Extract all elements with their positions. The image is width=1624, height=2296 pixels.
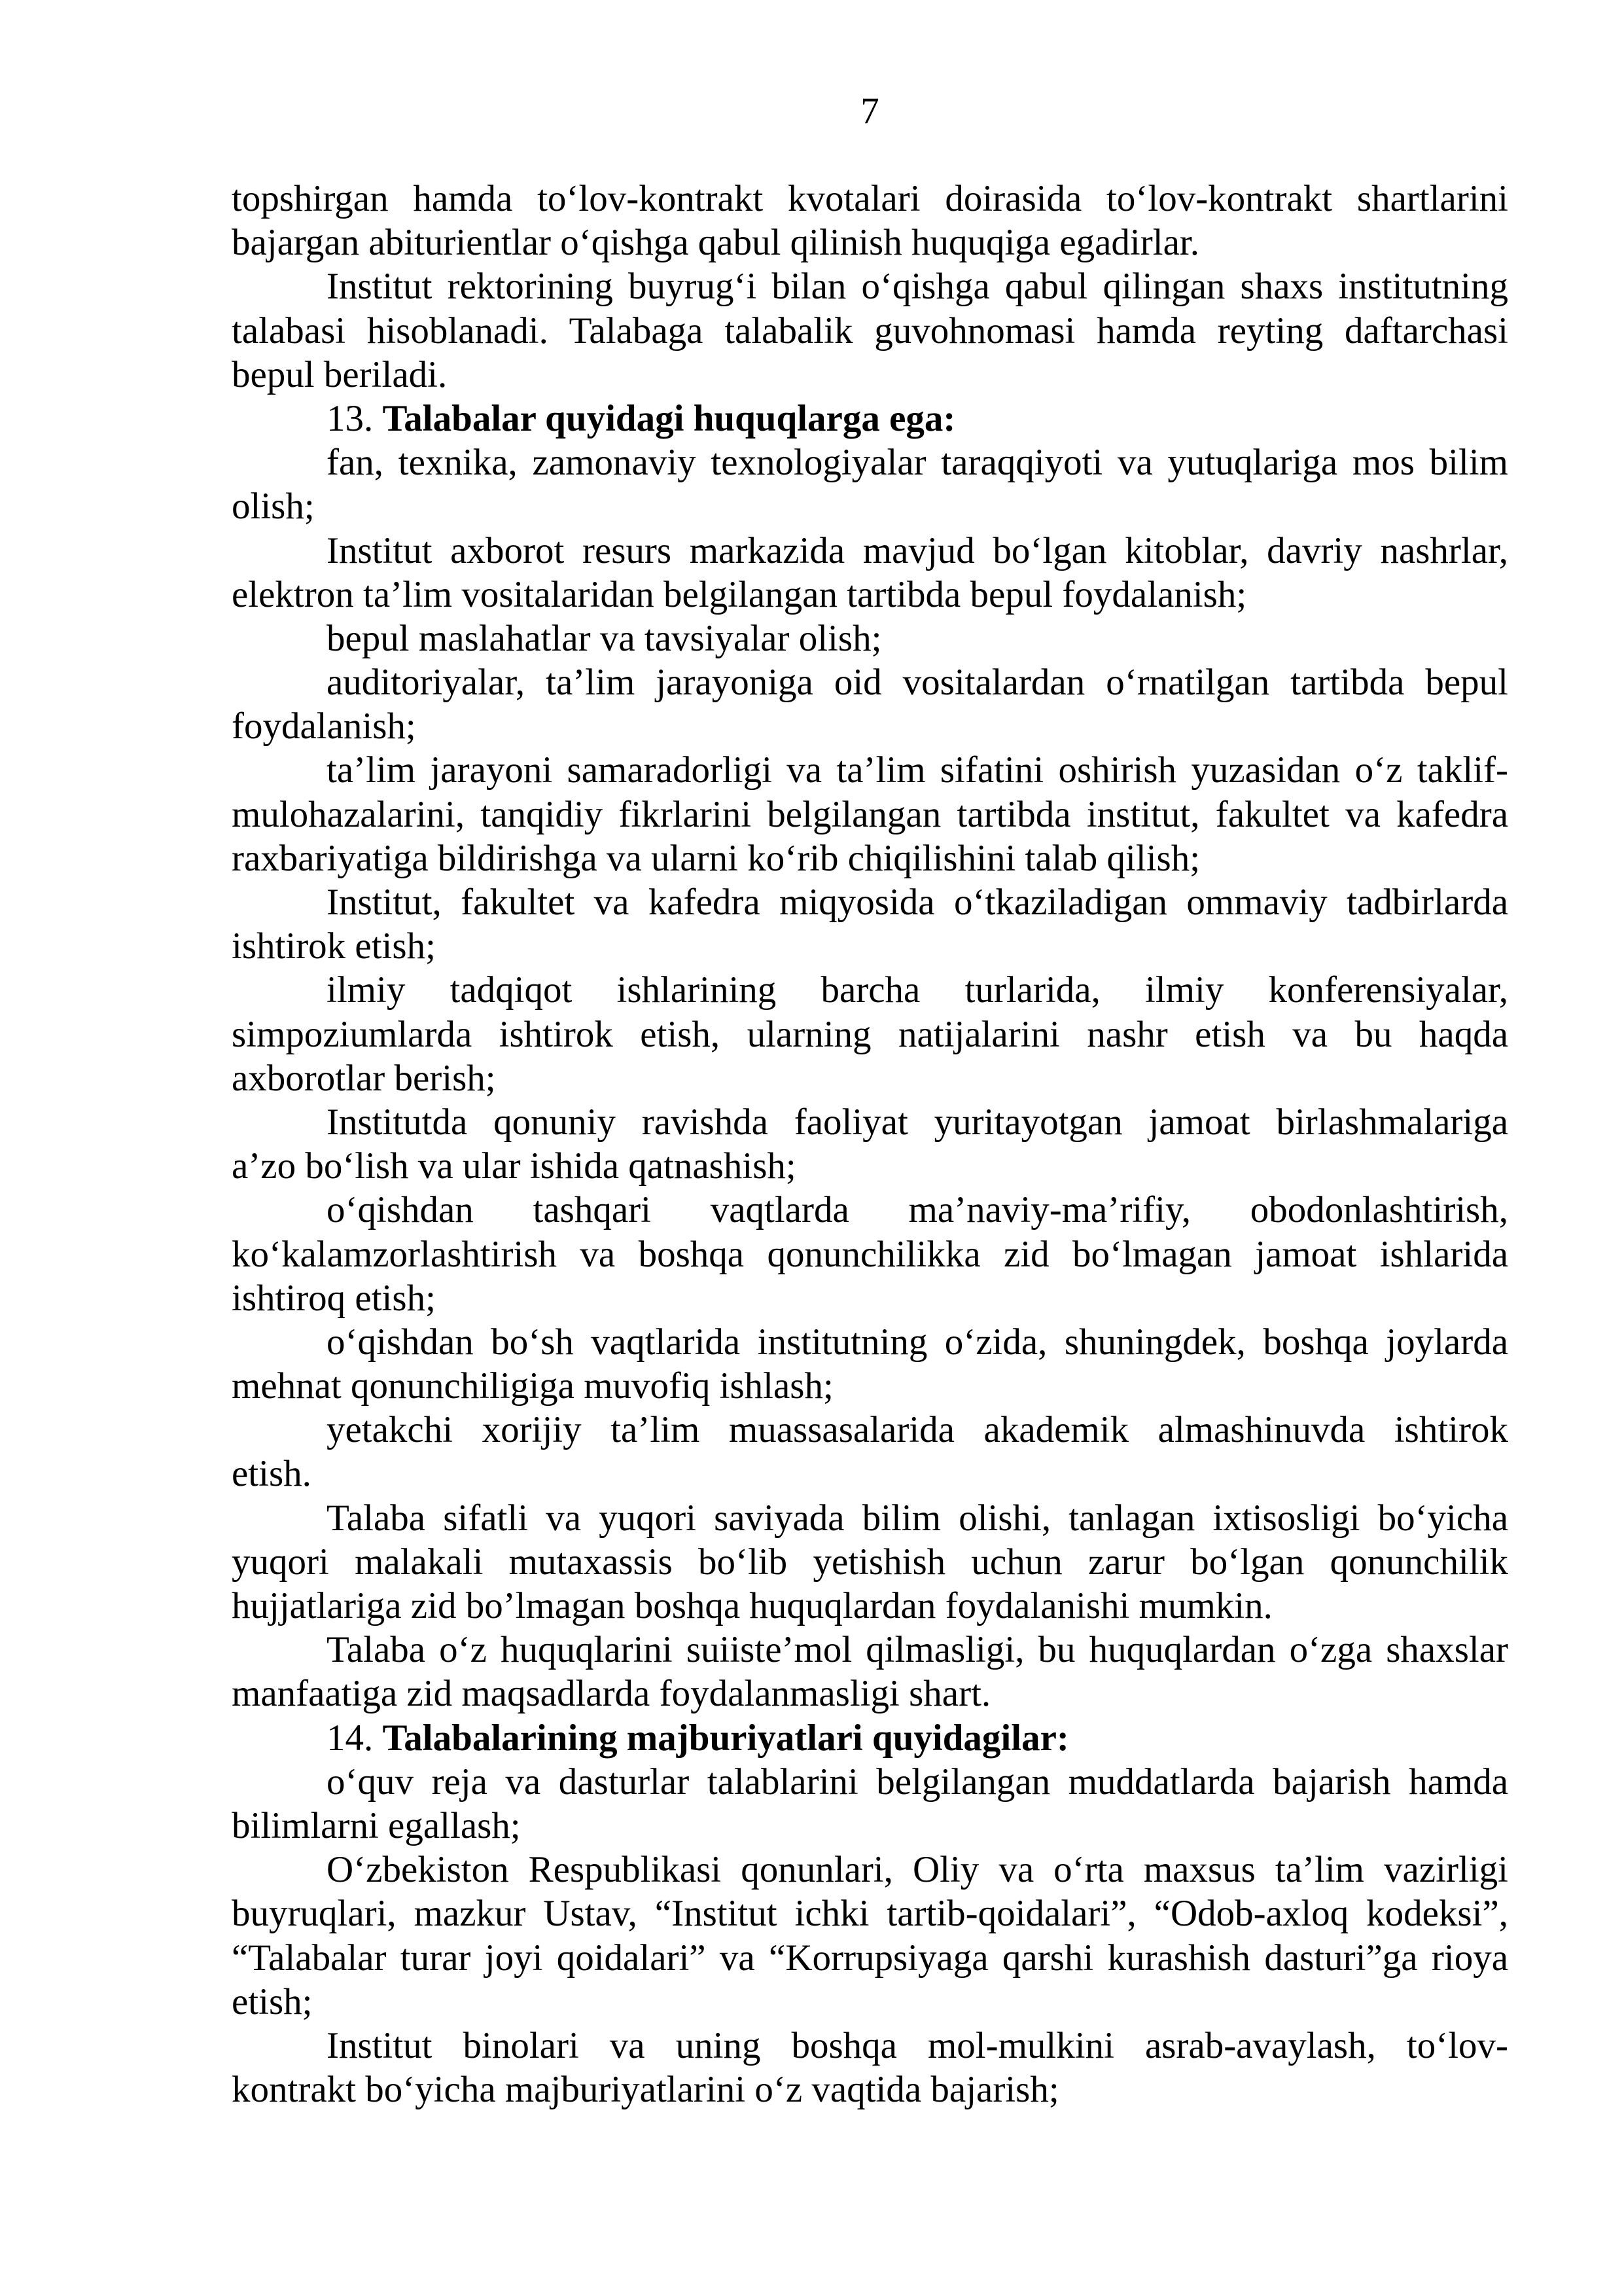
line-text: buyruqlari, mazkur Ustav, “Institut ichki tartib-qoidalari”, “Odob-axloq kodeksi”, — [232, 1893, 1508, 1935]
line-text: axborotlar berish; — [232, 1057, 496, 1099]
text-line — [232, 1672, 1508, 1715]
line-text: manfaatiga zid maqsadlarda foydalanmasligi shart. — [232, 1673, 991, 1715]
text-line — [232, 1936, 1508, 1980]
line-text: talabasi hisoblanadi. Talabaga talabalik guvohnomasi hamda reyting daftarchasi — [232, 310, 1508, 351]
line-text: Talaba sifatli va yuqori saviyada bilim olishi, tanlagan ixtisosligi boʻyicha — [327, 1497, 1508, 1539]
text-line — [232, 2024, 1508, 2068]
line-text: etish; — [232, 1981, 313, 2022]
line-text: aʼzo boʻlish va ular ishida qatnashish; — [232, 1145, 796, 1187]
line-text: oʻquv reja va dasturlar talablarini belgilangan muddatlarda bajarish hamda — [327, 1761, 1508, 1803]
text-line — [232, 440, 1508, 484]
text-line — [232, 836, 1508, 880]
line-text: raxbariyatiga bildirishga va ularni koʻrib chiqilishini talab qilish; — [232, 837, 1201, 879]
line-text: bepul maslahatlar va tavsiyalar olish; — [327, 617, 882, 659]
text-line — [232, 1320, 1508, 1364]
document-body — [232, 177, 1508, 2111]
text-line — [232, 1892, 1508, 1935]
line-text: mulohazalarini, tanqidiy fikrlarini belgilangan tartibda institut, fakultet va kafedra — [232, 793, 1508, 835]
text-line — [232, 1496, 1508, 1540]
line-text: fan, texnika, zamonaviy texnologiyalar taraqqiyoti va yutuqlariga mos bilim — [327, 442, 1508, 484]
text-line — [232, 1628, 1508, 1672]
text-line — [232, 1364, 1508, 1408]
line-text: taʼlim jarayoni samaradorligi va taʼlim sifatini oshirish yuzasidan oʻz taklif- — [327, 749, 1508, 791]
text-line — [232, 924, 1508, 968]
line-text: Institut rektorining buyrugʻi bilan oʻqishga qabul qilingan shaxs institutning — [327, 266, 1508, 308]
line-text: ishtiroq etish; — [232, 1277, 436, 1319]
text-line — [232, 1452, 1508, 1496]
text-line — [232, 221, 1508, 264]
line-text: yuqori malakali mutaxassis boʻlib yetishish uchun zarur boʻlgan qonunchilik — [232, 1541, 1508, 1583]
line-text: yetakchi xorijiy taʼlim muassasalarida akademik almashinuvda ishtirok — [327, 1409, 1508, 1451]
line-text: kontrakt boʻyicha majburiyatlarini oʻz vaqtida bajarish; — [232, 2069, 1059, 2111]
text-line — [232, 573, 1508, 617]
line-text: etish. — [232, 1453, 311, 1495]
text-line — [232, 177, 1508, 221]
text-line — [232, 1100, 1508, 1144]
text-line — [232, 1584, 1508, 1628]
line-text: “Talabalar turar joyi qoidalari” va “Korrupsiyaga qarshi kurashish dasturi”ga rioya — [232, 1937, 1508, 1979]
line-text: bajargan abiturientlar oʻqishga qabul qilinish huquqiga egadirlar. — [232, 222, 1199, 264]
text-line — [232, 880, 1508, 924]
line-text: 14. — [327, 1717, 383, 1759]
line-text: Institut axborot resurs markazida mavjud boʻlgan kitoblar, davriy nashrlar, — [327, 529, 1508, 571]
heading-bold-text: Talabalarining majburiyatlari quyidagilar: — [382, 1717, 1069, 1759]
text-line — [232, 1056, 1508, 1100]
text-line — [232, 1188, 1508, 1232]
line-text: ilmiy tadqiqot ishlarining barcha turlarida, ilmiy konferensiyalar, — [327, 969, 1508, 1011]
line-text: oʻqishdan boʻsh vaqtlarida institutning oʻzida, shuningdek, boshqa joylarda — [327, 1321, 1508, 1363]
line-text: Oʻzbekiston Respublikasi qonunlari, Oliy va oʻrta maxsus taʼlim vazirligi — [327, 1849, 1508, 1891]
text-line — [232, 1408, 1508, 1452]
line-text: 13. — [327, 397, 383, 439]
line-text: foydalanish; — [232, 706, 416, 747]
text-line — [232, 968, 1508, 1012]
text-line — [232, 529, 1508, 573]
line-text: Talaba oʻz huquqlarini suiisteʼmol qilmasligi, bu huquqlardan oʻzga shaxslar — [327, 1629, 1508, 1671]
line-text: mehnat qonunchiligiga muvofiq ishlash; — [232, 1365, 834, 1407]
line-text: simpoziumlarda ishtirok etish, ularning natijalarini nashr etish va bu haqda — [232, 1013, 1508, 1055]
line-text: koʻkalamzorlashtirish va boshqa qonunchilikka zid boʻlmagan jamoat ishlarida — [232, 1233, 1508, 1275]
line-text: elektron taʼlim vositalaridan belgilangan tartibda bepul foydalanish; — [232, 573, 1247, 615]
text-line — [232, 748, 1508, 792]
text-line — [232, 353, 1508, 397]
line-text: auditoriyalar, taʼlim jarayoniga oid vositalardan oʻrnatilgan tartibda bepul — [327, 662, 1508, 704]
text-line — [232, 1760, 1508, 1804]
text-line — [232, 2068, 1508, 2111]
line-text: bepul beriladi. — [232, 353, 448, 395]
text-line — [232, 617, 1508, 660]
text-line — [232, 1540, 1508, 1584]
line-text: Institut binolari va uning boshqa mol-mulkini asrab-avaylash, toʻlov- — [327, 2024, 1508, 2066]
text-line — [232, 793, 1508, 836]
line-text: hujjatlariga zid boʼlmagan boshqa huquqlardan foydalanishi mumkin. — [232, 1585, 1273, 1626]
text-line — [232, 309, 1508, 353]
text-line — [232, 1804, 1508, 1848]
line-text: topshirgan hamda toʻlov-kontrakt kvotalari doirasida toʻlov-kontrakt shartlarini — [232, 178, 1508, 219]
heading-bold-text: Talabalar quyidagi huquqlarga ega: — [382, 397, 956, 439]
text-line — [232, 1144, 1508, 1188]
text-line — [232, 660, 1508, 704]
page-number: 7 — [860, 90, 879, 132]
line-text: Institut, fakultet va kafedra miqyosida oʻtkaziladigan ommaviy tadbirlarda — [327, 882, 1508, 923]
text-line — [232, 704, 1508, 748]
line-text: Institutda qonuniy ravishda faoliyat yuritayotgan jamoat birlashmalariga — [327, 1101, 1508, 1143]
text-line — [232, 264, 1508, 308]
text-line — [232, 1013, 1508, 1056]
text-line — [232, 484, 1508, 528]
line-text: bilimlarni egallash; — [232, 1804, 521, 1846]
heading-line — [232, 397, 1508, 440]
heading-line — [232, 1716, 1508, 1760]
text-line — [232, 1276, 1508, 1320]
text-line — [232, 1232, 1508, 1276]
line-text: olish; — [232, 486, 315, 528]
text-line — [232, 1848, 1508, 1892]
text-line — [232, 1980, 1508, 2024]
line-text: ishtirok etish; — [232, 925, 436, 967]
line-text: oʻqishdan tashqari vaqtlarda maʼnaviy-maʼrifiy, obodonlashtirish, — [327, 1189, 1508, 1231]
